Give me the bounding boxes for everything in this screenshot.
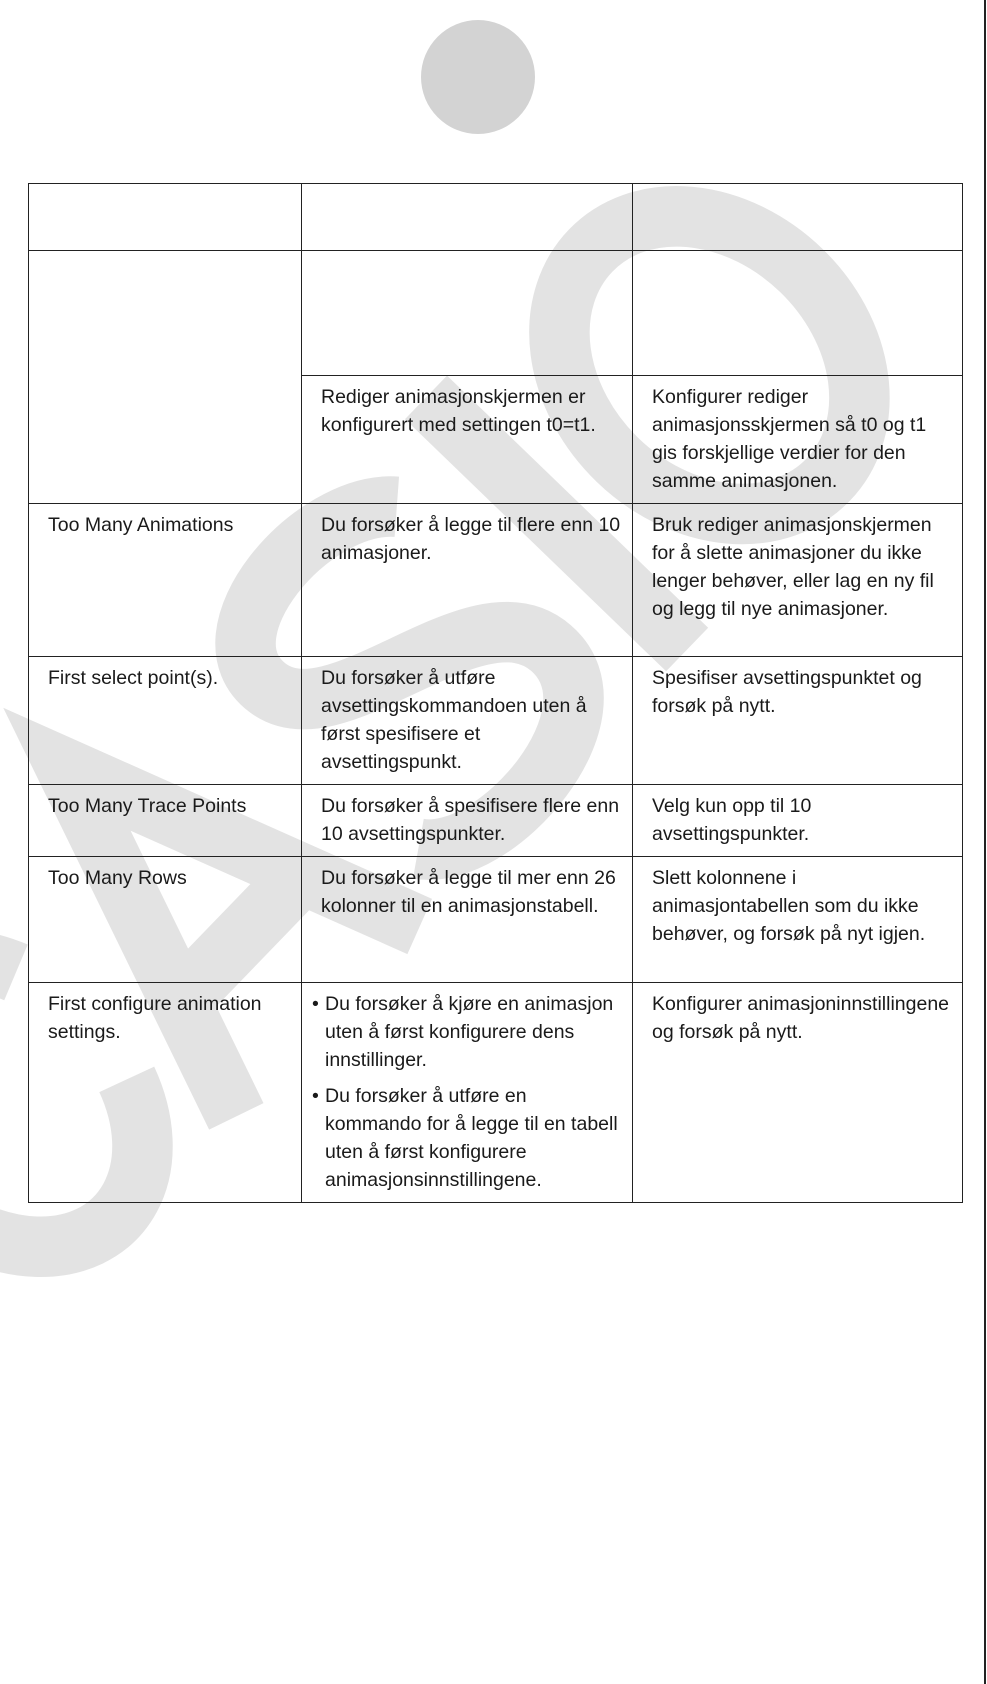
error-message-table — [28, 183, 963, 1203]
message-cell: First select point(s). — [29, 657, 302, 785]
cause-bullet: • Du forsøker å kjøre en animasjon uten å først konfigurere dens innstillinger. — [313, 990, 624, 1074]
message-cell — [29, 184, 302, 251]
message-cell — [29, 251, 302, 504]
table-row — [29, 504, 963, 657]
message-cell: Too Many Animations — [29, 504, 302, 657]
action-cell: Spesifiser avsettingspunktet og forsøk på nytt. — [633, 657, 963, 785]
action-cell: Slett kolonnene i animasjontabellen som du ikke behøver, og forsøk på nyt igjen. — [633, 857, 963, 983]
cause-cell: Du forsøker å legge til mer enn 26 kolonner til en animasjonstabell. — [302, 857, 633, 983]
table-row — [29, 857, 963, 983]
action-cell — [633, 184, 963, 251]
action-cell: Bruk rediger animasjonskjermen for å slette animasjoner du ikke lenger behøver, eller lag en ny fil og legg til nye animasjoner. — [633, 504, 963, 657]
message-cell: Too Many Trace Points — [29, 785, 302, 857]
table-row — [29, 251, 963, 376]
cause-cell — [302, 184, 633, 251]
cause-cell — [302, 983, 633, 1203]
action-cell: Konfigurer animasjoninnstillingene og forsøk på nytt. — [633, 983, 963, 1203]
table-row — [29, 785, 963, 857]
table-row — [29, 184, 963, 251]
cause-bullet: • Du forsøker å utføre en kommando for å legge til en tabell uten å først konfigurere animasjonsinnstillingene. — [313, 1082, 624, 1194]
cause-cell: Rediger animasjonskjermen er konfigurert med settingen t0=t1. — [302, 376, 633, 504]
message-cell: Too Many Rows — [29, 857, 302, 983]
action-cell: Velg kun opp til 10 avsettingspunkter. — [633, 785, 963, 857]
table-row — [29, 657, 963, 785]
action-cell: Konfigurer rediger animasjonsskjermen så t0 og t1 gis forskjellige verdier for den samme animasjonen. — [633, 376, 963, 504]
cause-cell: Du forsøker å legge til flere enn 10 animasjoner. — [302, 504, 633, 657]
table-row — [29, 983, 963, 1203]
cause-bullet-list — [315, 990, 624, 1194]
action-cell — [633, 251, 963, 376]
message-cell: First configure animation settings. — [29, 983, 302, 1203]
cause-cell: Du forsøker å spesifisere flere enn 10 avsettingspunkter. — [302, 785, 633, 857]
cause-cell: Du forsøker å utføre avsettingskommandoen uten å først spesifisere et avsettingspunkt. — [302, 657, 633, 785]
cause-cell — [302, 251, 633, 376]
